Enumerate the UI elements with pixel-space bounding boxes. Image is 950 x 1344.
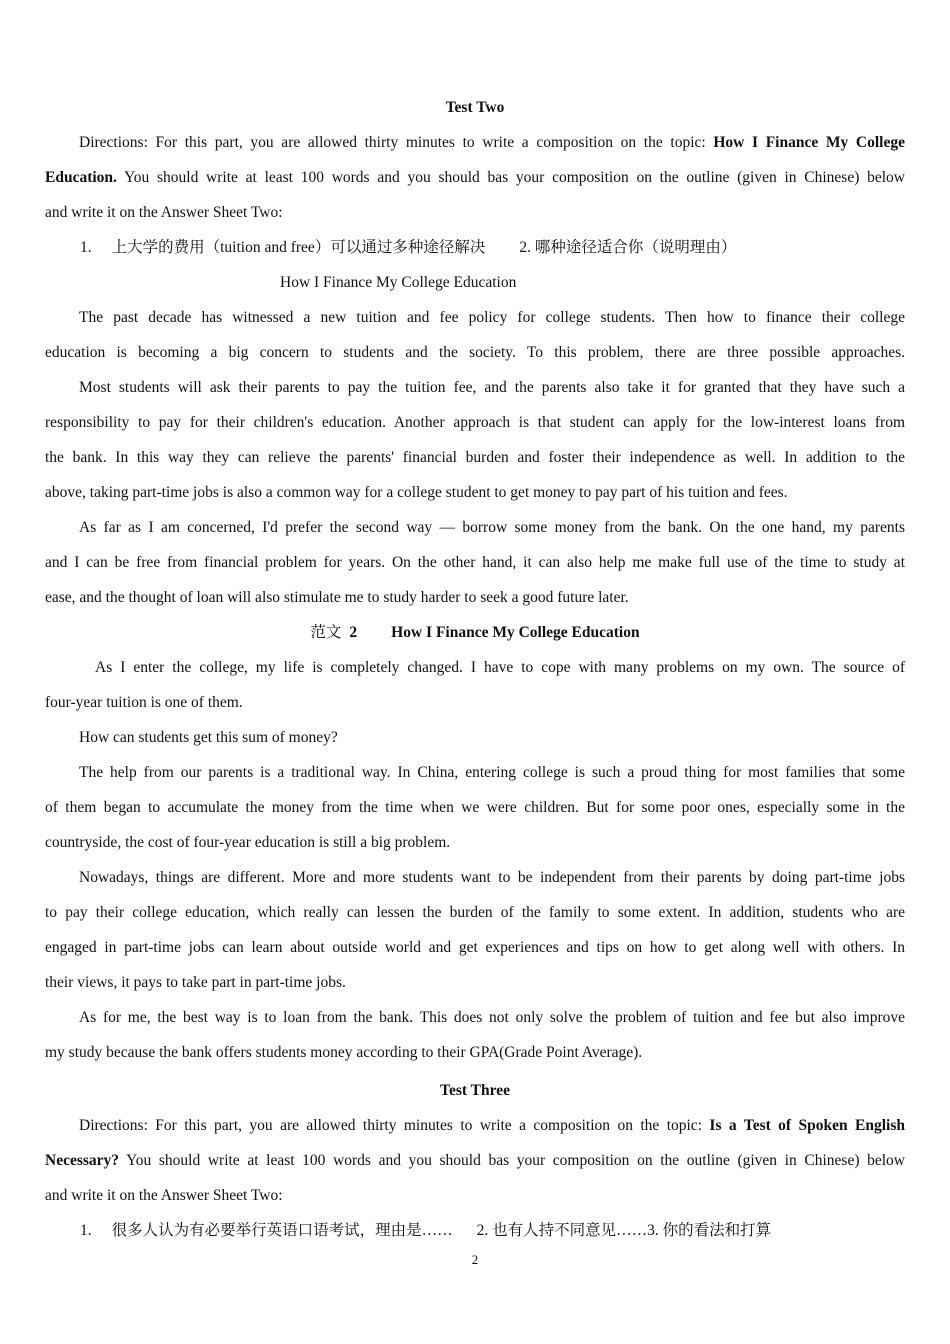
directions-topic: Is a Test of Spoken English: [709, 1117, 905, 1134]
test-two-directions-line1: [45, 125, 905, 160]
essay2-line: to pay their college education, which really can lessen the burden of the family to some extent. In addition, students who are: [45, 904, 905, 921]
essay2-line: How can students get this sum of money?: [79, 729, 338, 746]
essay2-label: 范文: [310, 624, 342, 641]
test-three-directions-line2: [45, 1143, 905, 1178]
outline-item-1: 很多人认为有必要举行英语口语考试，理由是……: [111, 1222, 453, 1239]
test-three-directions-line3: and write it on the Answer Sheet Two:: [45, 1187, 283, 1204]
essay2-line: of them began to accumulate the money from the time when we were children. But for some poor ones, especially some in the: [45, 799, 905, 816]
essay2-line: engaged in part-time jobs can learn about outside world and get experiences and tips on how to get along well with others. In: [45, 939, 905, 956]
essay2-line: their views, it pays to take part in part-time jobs.: [45, 974, 346, 991]
essay1-line: Most students will ask their parents to pay the tuition fee, and the parents also take it for granted that they have such a: [79, 379, 905, 396]
essay2-line: countryside, the cost of four-year education is still a big problem.: [45, 834, 451, 851]
essay1-line: responsibility to pay for their children's education. Another approach is that student can apply for the low-interest loans from: [45, 414, 905, 431]
directions-topic: Education.: [45, 169, 117, 186]
directions-text: You should write at least 100 words and you should bas your composition on the outline (given in Chinese) below: [119, 1152, 905, 1169]
essay1-line: above, taking part-time jobs is also a common way for a college student to get money to pay part of his tuition and fees.: [45, 484, 788, 501]
essay1-title: How I Finance My College Education: [280, 274, 517, 291]
essay2-line: As for me, the best way is to loan from the bank. This does not only solve the problem of tuition and fee but also improve: [79, 1009, 905, 1026]
test-two-outline: [0, 230, 905, 265]
essay2-line: The help from our parents is a traditional way. In China, entering college is such a proud thing for most families that some: [79, 764, 905, 781]
outline-item-2: 2. 哪种途径适合你（说明理由）: [519, 239, 737, 256]
essay1-line: The past decade has witnessed a new tuition and fee policy for college students. Then how to finance their college: [79, 309, 905, 326]
essay1-line: and I can be free from financial problem for years. On the other hand, it can also help me make full use of the time to study at: [45, 554, 905, 571]
essay1-line: education is becoming a big concern to students and the society. To this problem, there are three possible approaches.: [45, 344, 905, 361]
essay2-line: As I enter the college, my life is completely changed. I have to cope with many problems on my own. The source of: [95, 659, 905, 676]
test-three-outline: [0, 1213, 905, 1248]
essay1-line: As far as I am concerned, I'd prefer the second way — borrow some money from the bank. On the one hand, my parents: [79, 519, 905, 536]
essay2-title-text: How I Finance My College Education: [391, 624, 640, 641]
test-two-directions-line2: [45, 160, 905, 195]
test-three-heading: Test Three: [440, 1082, 510, 1099]
essay2-number: 2: [349, 624, 358, 641]
outline-item-1: 上大学的费用（tuition and free）可以通过多种途径解决: [111, 239, 486, 256]
essay2-line: my study because the bank offers students money according to their GPA(Grade Point Average).: [45, 1044, 643, 1061]
directions-text: Directions: For this part, you are allowed thirty minutes to write a composition on the topic:: [79, 134, 714, 151]
directions-text: You should write at least 100 words and you should bas your composition on the outline (given in Chinese) below: [116, 169, 905, 186]
outline-item-2: 2. 也有人持不同意见……3. 你的看法和打算: [476, 1222, 772, 1239]
outline-number: 1.: [80, 239, 92, 256]
page-number: 2: [471, 1252, 479, 1267]
essay1-line: the bank. In this way they can relieve the parents' financial burden and foster their independence as well. In addition to the: [45, 449, 905, 466]
essay2-line: Nowadays, things are different. More and more students want to be independent from their parents by doing part-time jobs: [79, 869, 905, 886]
essay2-title: [45, 615, 905, 650]
essay1-line: ease, and the thought of loan will also stimulate me to study harder to seek a good future later.: [45, 589, 629, 606]
outline-number: 1.: [80, 1222, 92, 1239]
essay2-line: four-year tuition is one of them.: [45, 694, 243, 711]
test-three-directions-line1: [45, 1108, 905, 1143]
test-two-directions-line3: and write it on the Answer Sheet Two:: [45, 204, 283, 221]
directions-topic: How I Finance My College: [713, 134, 905, 151]
test-two-heading: Test Two: [445, 99, 505, 116]
directions-topic: Necessary?: [45, 1152, 120, 1169]
directions-text: Directions: For this part, you are allowed thirty minutes to write a composition on the topic:: [79, 1117, 710, 1134]
